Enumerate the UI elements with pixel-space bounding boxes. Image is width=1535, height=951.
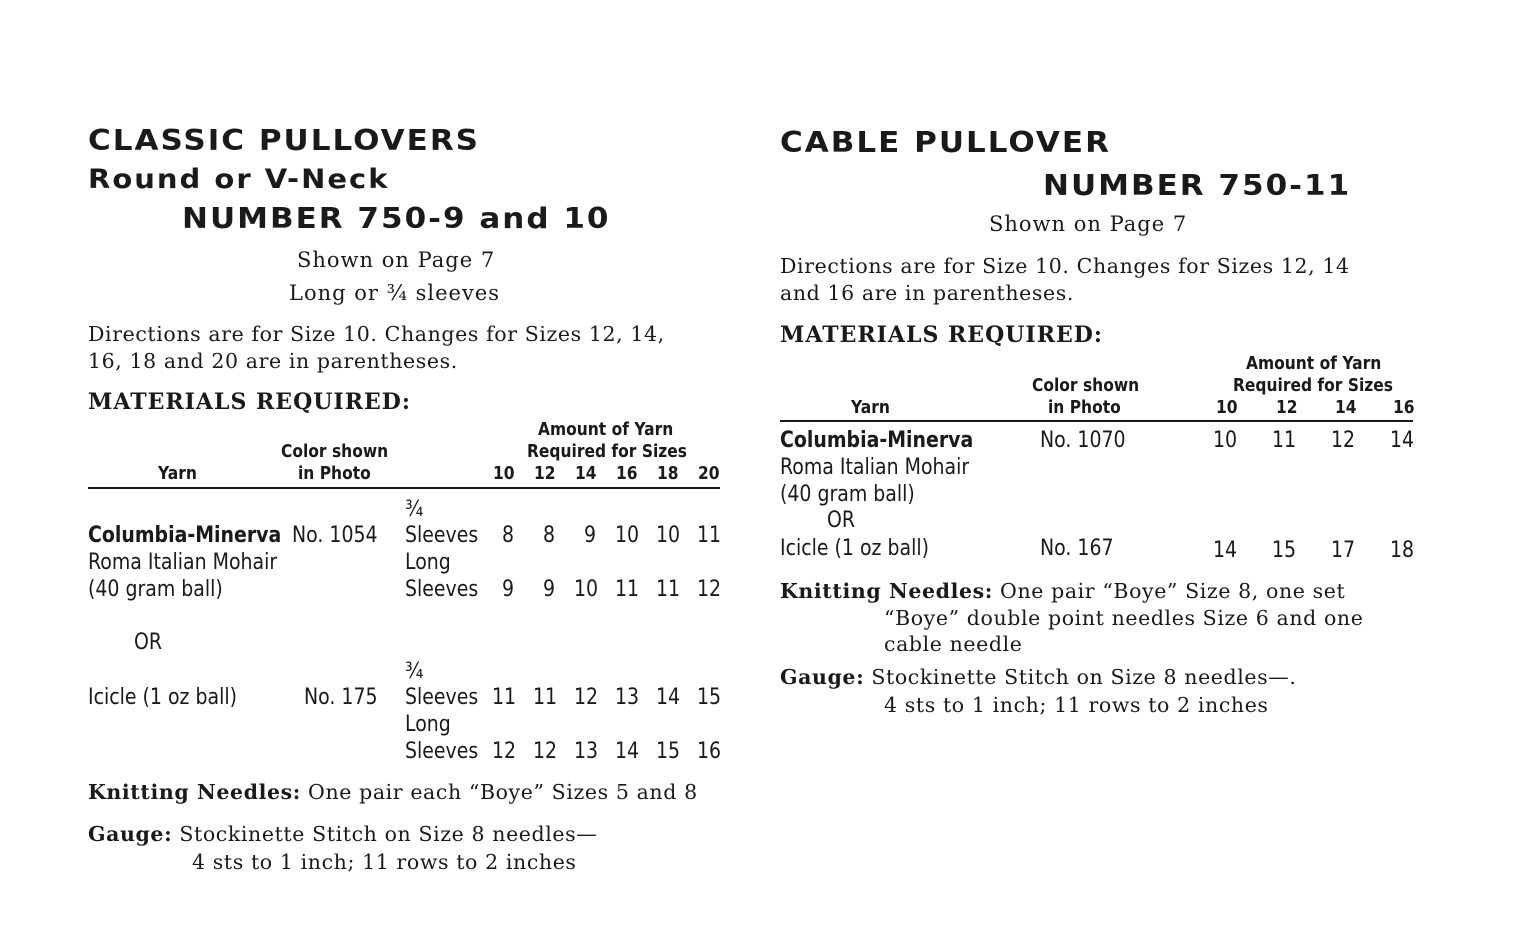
- left-y1-long-10: 9: [502, 577, 515, 602]
- left-size-10: 10: [493, 463, 515, 484]
- left-y2-long-label: Long: [405, 712, 451, 737]
- left-y2-tq-14: 12: [574, 685, 599, 710]
- left-gauge-line-2: 4 sts to 1 inch; 11 rows to 2 inches: [192, 850, 577, 874]
- left-materials-heading: MATERIALS REQUIRED:: [88, 389, 411, 415]
- right-pattern-number: NUMBER 750-11: [1043, 169, 1352, 203]
- left-directions-line-2: 16, 18 and 20 are in parentheses.: [88, 349, 458, 373]
- left-y1-long-label: Long: [405, 550, 451, 575]
- left-y1-tq-14: 9: [584, 523, 597, 548]
- right-title: CABLE PULLOVER: [780, 126, 1111, 160]
- left-y2-name: Icicle (1 oz ball): [88, 685, 238, 710]
- left-y2-sleeves-label-2: Sleeves: [405, 739, 479, 764]
- left-y1-long-12: 9: [543, 577, 556, 602]
- left-y1-sleeves-label-2: Sleeves: [405, 577, 479, 602]
- right-y2-12: 15: [1272, 538, 1297, 563]
- left-needles-label: Knitting Needles:: [88, 780, 301, 804]
- left-y1-long-14: 10: [574, 577, 599, 602]
- left-y2-tq-20: 15: [697, 685, 722, 710]
- right-gauge-line-1: Stockinette Stitch on Size 8 needles—.: [871, 665, 1297, 689]
- right-size-16: 16: [1393, 397, 1415, 418]
- right-shown-on-page: Shown on Page 7: [989, 212, 1188, 236]
- left-size-20: 20: [698, 463, 720, 484]
- right-y1-16: 14: [1390, 428, 1415, 453]
- right-y2-16: 18: [1390, 538, 1415, 563]
- right-y1-10: 10: [1213, 428, 1238, 453]
- left-needles: [88, 779, 698, 806]
- left-y2-tq-18: 14: [656, 685, 681, 710]
- left-y2-long-18: 15: [656, 739, 681, 764]
- left-table-rule: [88, 487, 720, 489]
- right-hdr-color-2: in Photo: [1048, 397, 1121, 418]
- left-size-12: 12: [534, 463, 556, 484]
- left-y2-color: No. 175: [304, 685, 378, 710]
- right-size-10: 10: [1216, 397, 1238, 418]
- left-size-16: 16: [616, 463, 638, 484]
- left-pattern-number: NUMBER 750-9 and 10: [182, 202, 611, 236]
- right-or: OR: [827, 508, 856, 533]
- left-y2-long-14: 13: [574, 739, 599, 764]
- left-hdr-amount-1: Amount of Yarn: [538, 419, 674, 440]
- right-y2-color: No. 167: [1040, 536, 1114, 561]
- left-y2-long-12: 12: [533, 739, 558, 764]
- right-needles-line-3: cable needle: [884, 632, 1023, 656]
- right-y2-10: 14: [1213, 538, 1238, 563]
- left-y1-line3: (40 gram ball): [88, 577, 223, 602]
- left-size-18: 18: [657, 463, 679, 484]
- left-needles-text: One pair each “Boye” Sizes 5 and 8: [308, 780, 698, 804]
- left-y2-tq-10: 11: [492, 685, 517, 710]
- right-y1-color: No. 1070: [1040, 428, 1126, 453]
- right-hdr-yarn: Yarn: [851, 397, 890, 418]
- right-needles-line-2: “Boye” double point needles Size 6 and one: [884, 606, 1364, 630]
- left-y1-long-18: 11: [656, 577, 681, 602]
- right-y1-name: Columbia-Minerva: [780, 428, 974, 453]
- left-y2-frac: ¾: [405, 659, 424, 684]
- left-y1-frac: ¾: [405, 497, 424, 522]
- left-gauge-line-1: Stockinette Stitch on Size 8 needles—: [179, 822, 598, 846]
- left-gauge-label: Gauge:: [88, 822, 173, 846]
- left-size-14: 14: [575, 463, 597, 484]
- right-needles-line-1: One pair “Boye” Size 8, one set: [1000, 579, 1346, 603]
- right-y1-line2: Roma Italian Mohair: [780, 455, 970, 480]
- right-gauge: [780, 664, 1296, 691]
- left-y1-tq-10: 8: [502, 523, 515, 548]
- right-needles-label: Knitting Needles:: [780, 579, 993, 603]
- left-y2-tq-16: 13: [615, 685, 640, 710]
- right-materials-heading: MATERIALS REQUIRED:: [780, 322, 1103, 348]
- right-hdr-amount-2: Required for Sizes: [1233, 375, 1394, 396]
- right-y1-line3: (40 gram ball): [780, 482, 915, 507]
- right-needles: [780, 578, 1345, 605]
- left-subtitle: Round or V-Neck: [88, 163, 390, 195]
- left-y2-long-16: 14: [615, 739, 640, 764]
- left-y1-tq-20: 11: [697, 523, 722, 548]
- left-or: OR: [134, 630, 163, 655]
- left-title: CLASSIC PULLOVERS: [88, 124, 481, 158]
- right-y2-name: Icicle (1 oz ball): [780, 536, 930, 561]
- left-hdr-yarn: Yarn: [158, 463, 197, 484]
- right-hdr-amount-1: Amount of Yarn: [1246, 353, 1382, 374]
- right-y1-14: 12: [1331, 428, 1356, 453]
- left-sleeve-options: Long or ¾ sleeves: [289, 281, 501, 305]
- right-size-14: 14: [1335, 397, 1357, 418]
- left-y1-long-16: 11: [615, 577, 640, 602]
- right-table-rule: [780, 420, 1413, 422]
- left-directions-line-1: Directions are for Size 10. Changes for Sizes 12, 14,: [88, 322, 665, 346]
- left-y1-name: Columbia-Minerva: [88, 523, 282, 548]
- left-y1-tq-18: 10: [656, 523, 681, 548]
- left-y1-tq-16: 10: [615, 523, 640, 548]
- right-gauge-label: Gauge:: [780, 665, 865, 689]
- right-y2-14: 17: [1331, 538, 1356, 563]
- left-y2-long-10: 12: [492, 739, 517, 764]
- left-y2-long-20: 16: [697, 739, 722, 764]
- left-hdr-color-1: Color shown: [281, 441, 389, 462]
- left-y1-line2: Roma Italian Mohair: [88, 550, 278, 575]
- right-hdr-color-1: Color shown: [1032, 375, 1140, 396]
- left-gauge: [88, 821, 597, 848]
- right-directions-line-1: Directions are for Size 10. Changes for Sizes 12, 14: [780, 254, 1350, 278]
- left-y1-long-20: 12: [697, 577, 722, 602]
- left-y1-sleeves-label: Sleeves: [405, 523, 479, 548]
- right-gauge-line-2: 4 sts to 1 inch; 11 rows to 2 inches: [884, 693, 1269, 717]
- left-y2-tq-12: 11: [533, 685, 558, 710]
- left-y1-tq-12: 8: [543, 523, 556, 548]
- left-y2-sleeves-label: Sleeves: [405, 685, 479, 710]
- right-directions-line-2: and 16 are in parentheses.: [780, 281, 1074, 305]
- right-y1-12: 11: [1272, 428, 1297, 453]
- left-y1-color: No. 1054: [292, 523, 378, 548]
- left-hdr-color-2: in Photo: [298, 463, 371, 484]
- left-shown-on-page: Shown on Page 7: [297, 248, 496, 272]
- right-size-12: 12: [1276, 397, 1298, 418]
- left-hdr-amount-2: Required for Sizes: [527, 441, 688, 462]
